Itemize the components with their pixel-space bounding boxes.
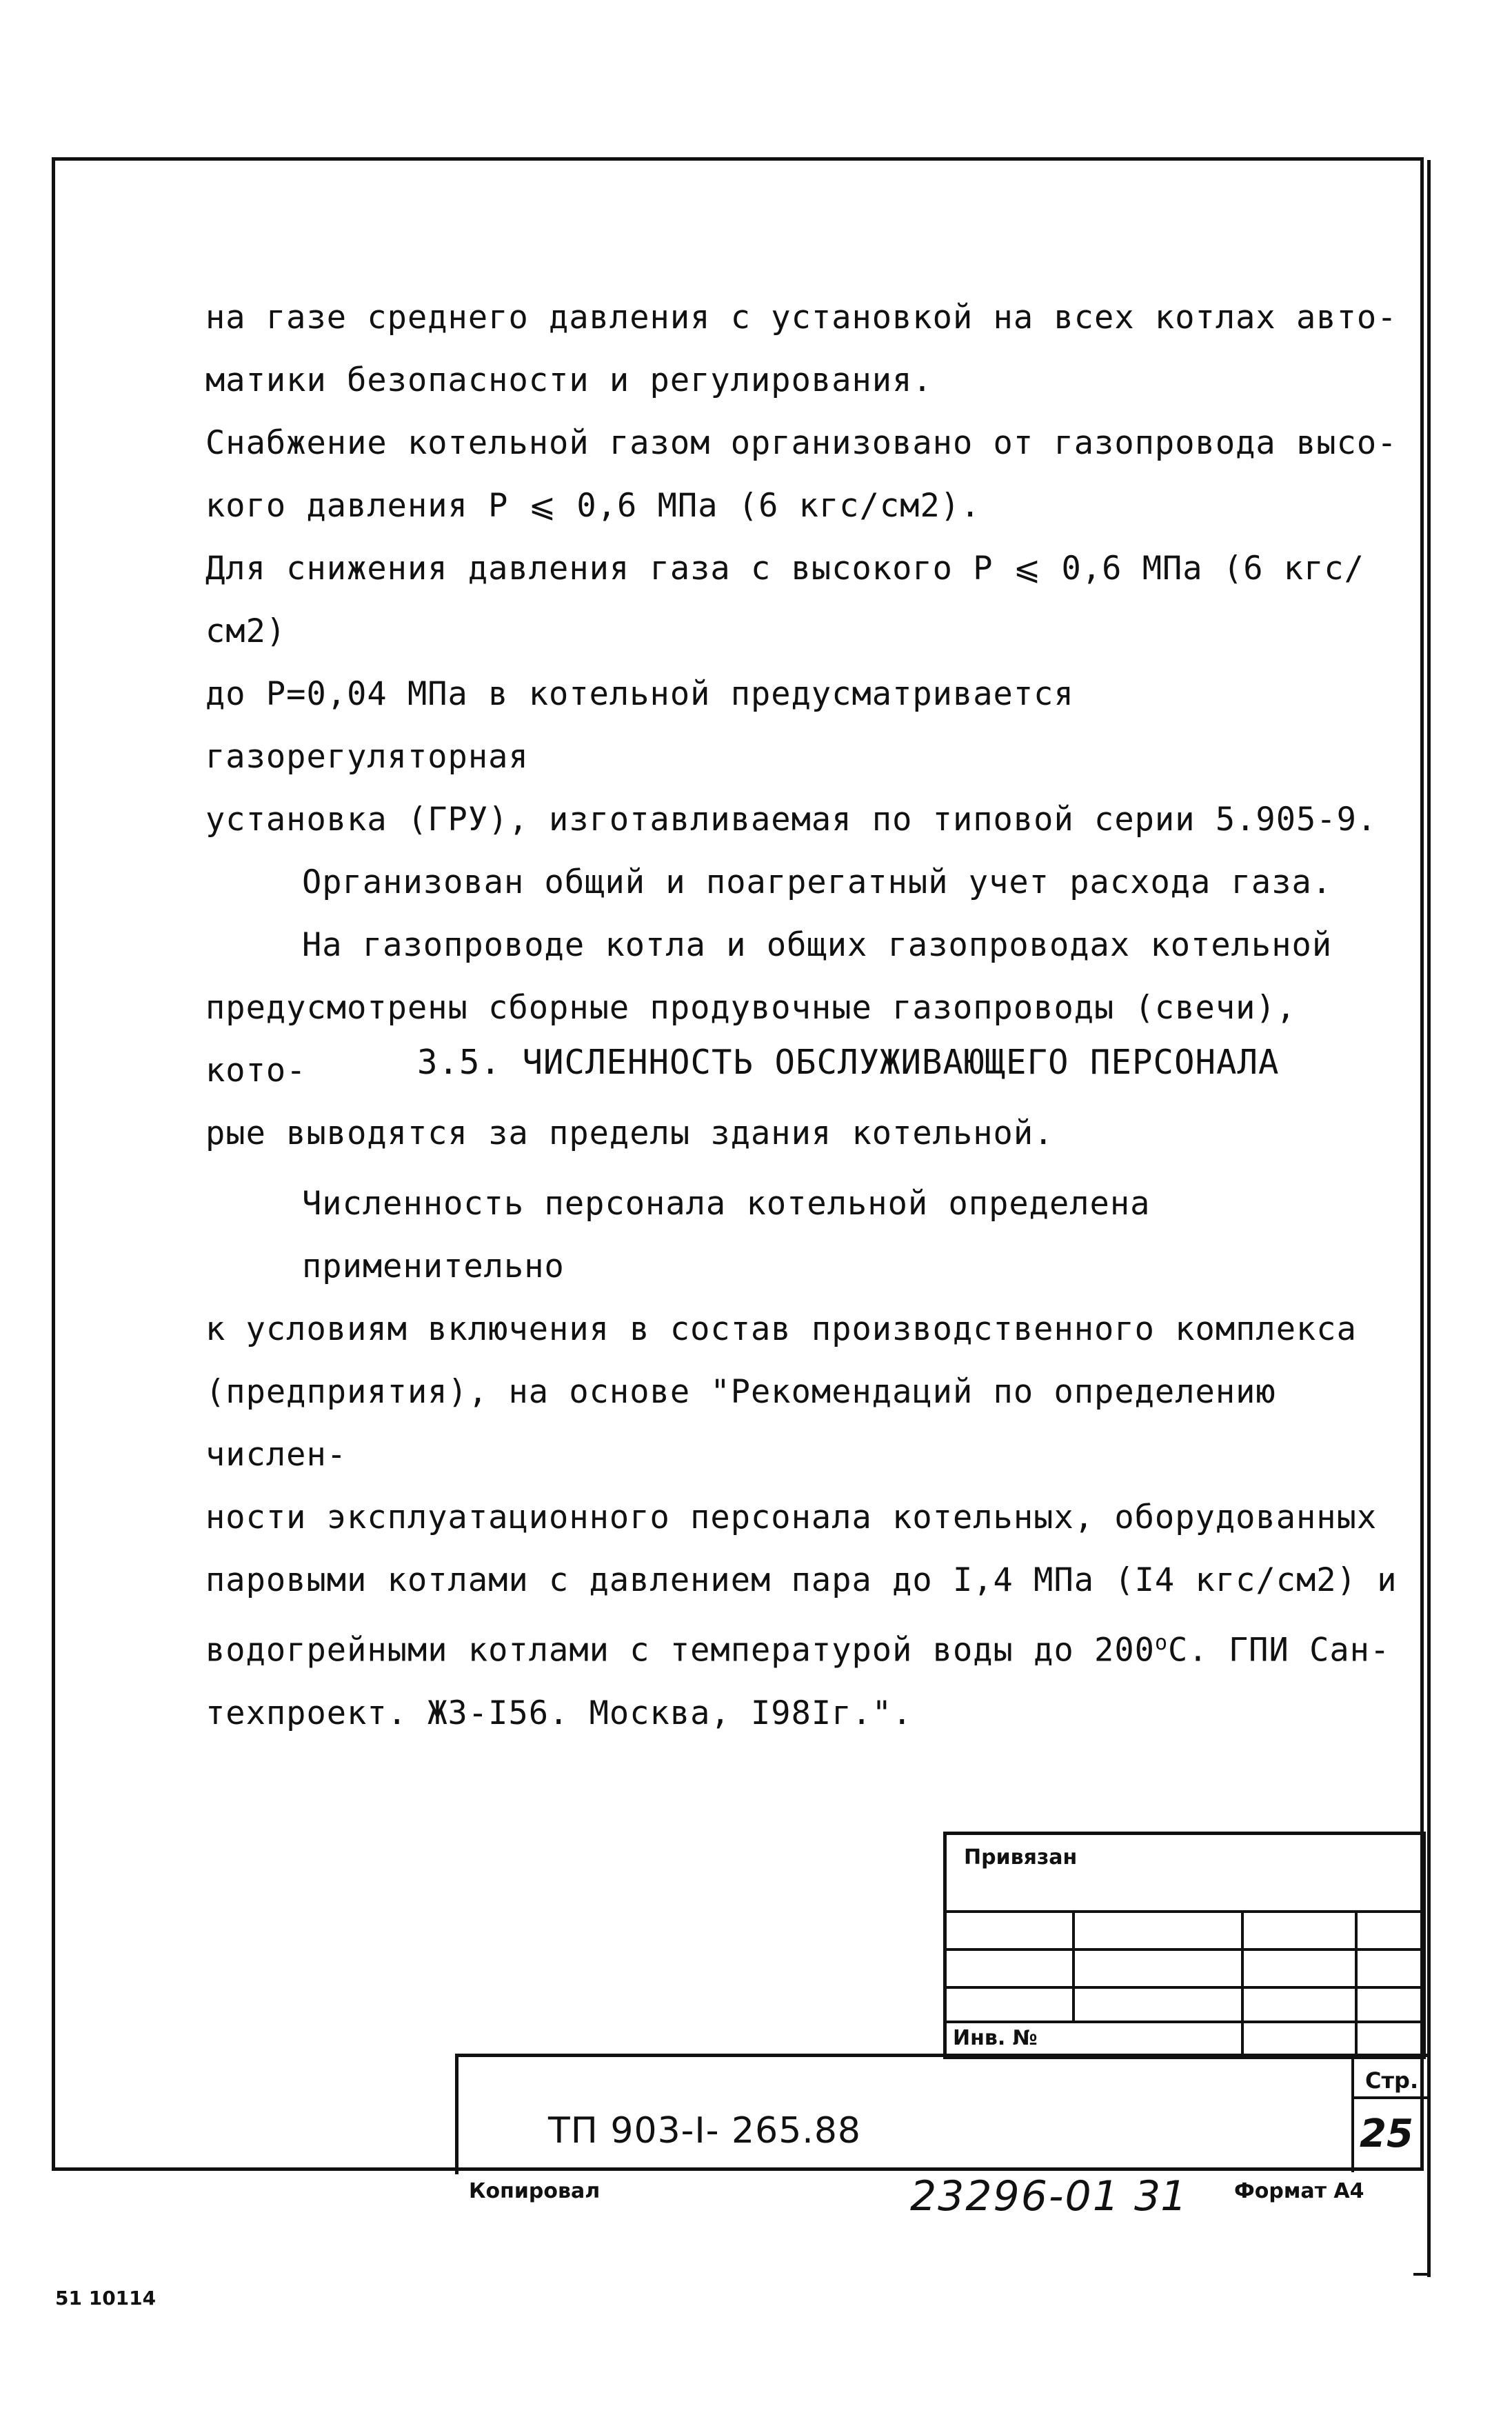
stamp-divider [1355,1910,1358,2058]
footer-code: 51 10114 [55,2287,157,2309]
stamp-rule [946,1986,1426,1989]
text-segment: водогрейными котлами с температурой воды до 200 [205,1631,1155,1670]
frame-edge-bottom [1413,2273,1431,2276]
privyazan-label: Привязан [964,1845,1078,1869]
degree-sup: о [1154,1631,1168,1655]
text-line: предусмотрены сборные продувочные газопроводы (свечи), кото- [205,989,1297,1090]
text-line: установка (ГРУ), изготавливаемая по типовой серии 5.905-9. [205,801,1378,839]
stamp-divider [1241,1910,1244,2058]
stamp-rule [1351,2096,1427,2099]
handwritten-number: 31 [1134,2172,1187,2221]
stamp-rule [946,1948,1426,1951]
document-designation: ТП 903-I- 265.88 [548,2110,861,2152]
format-label: Формат А4 [1234,2179,1364,2203]
text-line: Численность персонала котельной определена применительно [302,1185,1151,1285]
frame-edge-right [1427,160,1431,2277]
text-line: На газопроводе котла и общих газопроводах котельной [302,926,1333,964]
stamp-divider [1072,1910,1075,2021]
text-line: ности эксплуатационного персонала котельных, оборудованных [205,1498,1378,1536]
text-line: Снабжение котельной газом организовано от газопровода высо- [205,424,1398,462]
text-line: к условиям включения в состав производственного комплекса [205,1310,1357,1348]
stamp-rule [946,2021,1426,2023]
text-line: матики безопасности и регулирования. [205,361,933,399]
kopiroval-label: Копировал [469,2179,601,2203]
str-label: Стр. [1365,2067,1419,2094]
text-line: паровыми котлами с давлением пара до I,4 МПа (I4 кгс/см2) и [205,1561,1398,1599]
stamp-divider [1351,2058,1354,2172]
text-line: рые выводятся за пределы здания котельной. [205,1114,1054,1152]
text-segment: С. ГПИ Сан- [1168,1631,1391,1670]
handwritten-number: 23296-01 [910,2172,1120,2221]
section-text [205,1172,1405,1745]
page-number: 25 [1360,2112,1413,2156]
text-line: техпроект. ЖЗ-I56. Москва, I98Iг.". [205,1694,913,1732]
text-line: Для снижения давления газа с высокого Р ⩽ 0,6 МПа (6 кгс/см2) [205,550,1364,650]
stamp-rule [946,1910,1426,1913]
text-line: (предприятия), на основе "Рекомендаций по определению числен- [205,1373,1276,1474]
text-line: кого давления Р ⩽ 0,6 МПа (6 кгс/см2). [205,487,981,525]
text-line: на газе среднего давления с установкой на всех котлах авто- [205,299,1398,337]
text-line: до Р=0,04 МПа в котельной предусматривается газорегуляторная [205,675,1074,776]
section-heading: 3.5. ЧИСЛЕННОСТЬ ОБСЛУЖИВАЮЩЕГО ПЕРСОНАЛА [417,1043,1280,1082]
text-line [205,1612,1405,1682]
text-line: Организован общий и поагрегатный учет расхода газа. [302,863,1333,901]
body-text [205,286,1405,1165]
inv-label: Инв. № [953,2026,1038,2050]
